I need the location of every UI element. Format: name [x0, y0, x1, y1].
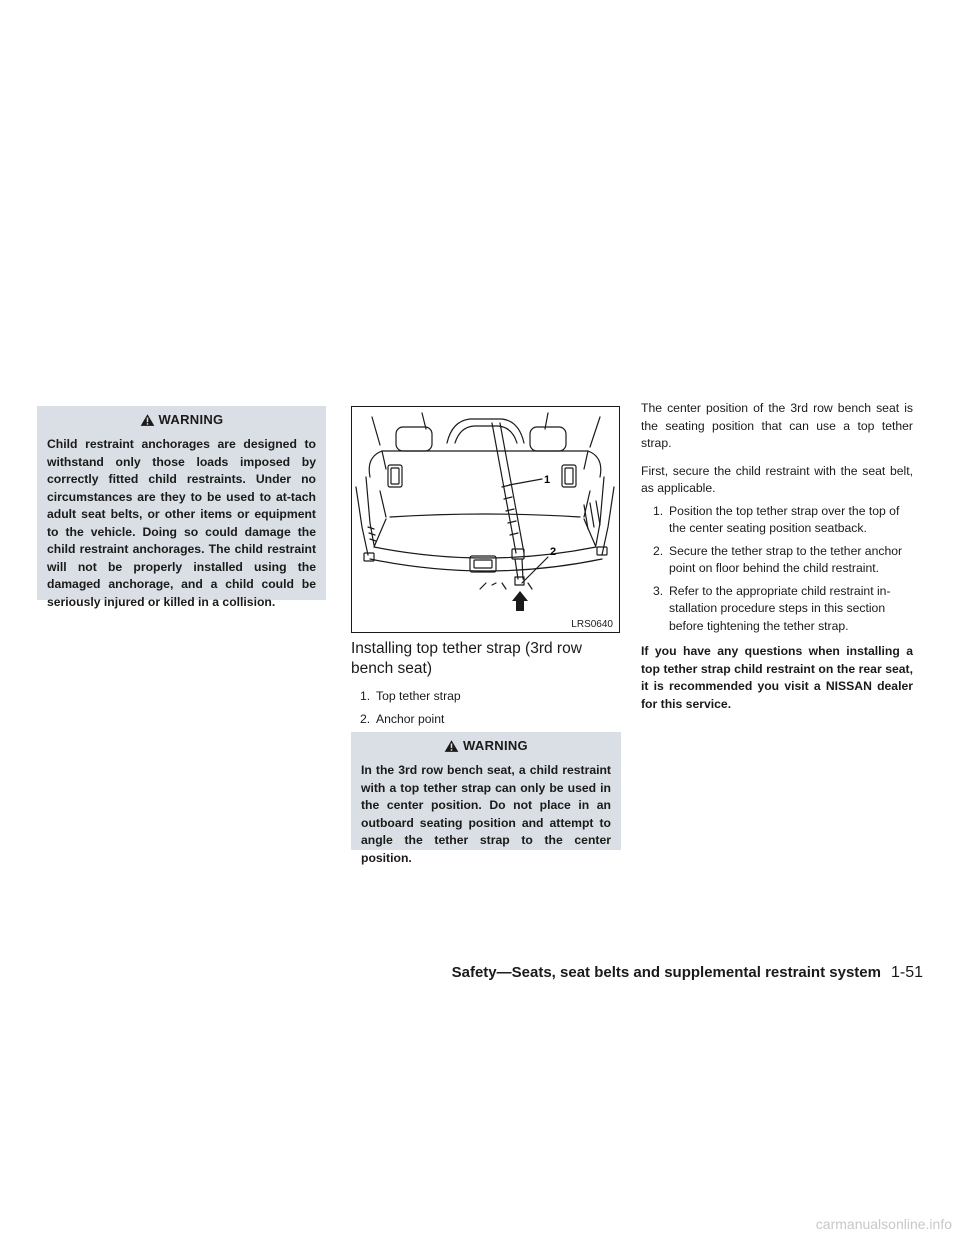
warning-box-child-anchorages — [37, 406, 326, 609]
section-heading: Installing top tether strap (3rd row bench seat) — [351, 640, 582, 677]
page-footer — [452, 964, 923, 982]
figure-code: LRS0640 — [571, 619, 613, 630]
list-item: 1. Position the top tether strap over the top of the center seating position seatback. — [653, 503, 900, 535]
warning-heading — [361, 738, 611, 753]
paragraph: First, secure the child restraint with the seat belt, as applicable. — [641, 463, 913, 495]
list-item: 1. Top tether strap — [360, 689, 461, 703]
footer-title: Safety—Seats, seat belts and supplemental restraint system — [451, 964, 881, 981]
cargo-area-drawing — [352, 407, 619, 632]
list-item: 3. Refer to the appropriate child restraint in-stallation procedure steps in this section before tightening the tether strap. — [653, 583, 891, 633]
page-number: 1-51 — [890, 964, 923, 981]
list-item: 2. Secure the tether strap to the tether anchor point on floor behind the child restraint. — [653, 543, 903, 575]
paragraph: The center position of the 3rd row bench seat is the seating position that can use a top tether strap. — [641, 401, 913, 450]
callout-2: 2 — [550, 546, 557, 558]
warning-text: Child restraint anchorages are designed to withstand only those loads imposed by correctly fitted child restraints. Under no circumstances are they to be used to at-tach adult seat belts, or other items or equipment to the vehicle. Doing so could damage the child restraint anchorages. The child restraint will not be properly installed using the damaged anchorage, and a child could be seriously injured or killed in a collision. — [47, 437, 316, 609]
warning-heading-label: WARNING — [463, 738, 528, 753]
middle-column — [351, 639, 621, 728]
warning-box-center-position — [351, 732, 621, 865]
warning-heading — [47, 412, 316, 427]
warning-heading-label: WARNING — [158, 412, 224, 427]
list-item: 2. Anchor point — [360, 711, 445, 726]
warning-text: In the 3rd row bench seat, a child restraint with a top tether strap can only be used in the center position. Do not place in an outboard seating position and attempt to angle the tether strap to the center position. — [361, 763, 611, 865]
dealer-note: If you have any questions when installing a top tether strap child restraint on the rear seat, it is recommended you visit a NISSAN dealer for this service. — [641, 644, 913, 711]
tether-strap-illustration — [351, 406, 620, 633]
arrow-up-icon — [512, 591, 528, 611]
right-column — [641, 400, 913, 713]
warning-triangle-icon — [140, 413, 155, 427]
watermark: carmanualsonline.info — [815, 1216, 952, 1232]
callout-1: 1 — [544, 474, 551, 486]
warning-triangle-icon — [444, 739, 459, 753]
